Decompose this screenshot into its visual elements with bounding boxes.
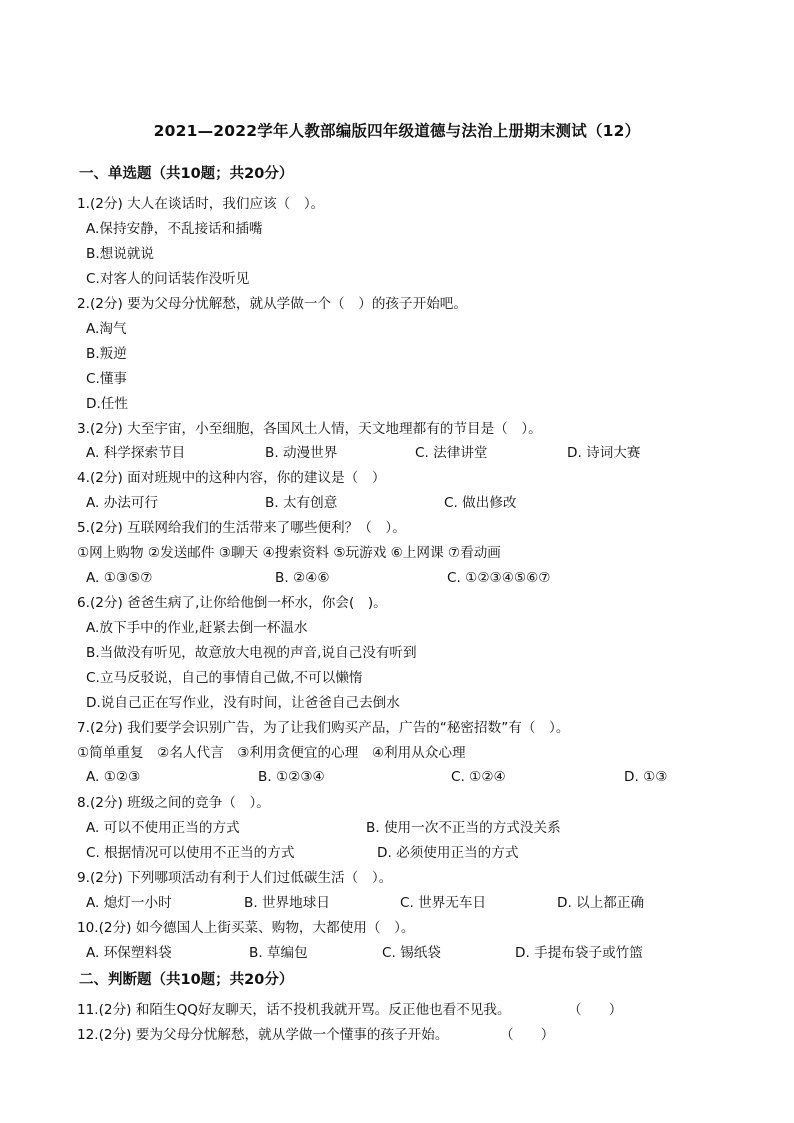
option: A. 科学探索节目: [86, 445, 186, 461]
option: D. 诗词大赛: [567, 445, 641, 461]
question-stem: 8.(2分) 班级之间的竞争（ ）。: [77, 795, 270, 811]
option: D. 必须使用正当的方式: [377, 845, 519, 861]
question-stem: 3.(2分) 大至宇宙，小至细胞，各国风土人情，天文地理都有的节目是（ ）。: [77, 421, 542, 437]
option: D. 手提布袋子或竹篮: [515, 945, 643, 961]
option: B. 使用一次不正当的方式没关系: [366, 820, 561, 836]
question-stem: 4.(2分) 面对班规中的这种内容，你的建议是（ ）: [77, 470, 386, 486]
option: B. 太有创意: [265, 495, 338, 511]
question-stem: 2.(2分) 要为父母分忧解愁，就从学做一个（ ）的孩子开始吧。: [77, 296, 467, 312]
option: D. 以上都正确: [557, 895, 645, 911]
option: A.淘气: [86, 321, 127, 337]
option: A.保持安静，不乱接话和插嘴: [86, 221, 263, 237]
option: A. 熄灯一小时: [86, 895, 172, 911]
page-title: 2021—2022学年人教部编版四年级道德与法治上册期末测试（12）: [153, 122, 641, 140]
option: B.当做没有听见，故意放大电视的声音,说自己没有听到: [86, 645, 417, 661]
question-stem: 6.(2分) 爸爸生病了,让你给他倒一杯水，你会( )。: [77, 595, 387, 611]
option: B.叛逆: [86, 346, 127, 362]
option: C. 锡纸袋: [382, 945, 441, 961]
option: C. 根据情况可以使用不正当的方式: [86, 845, 295, 861]
option: A. ①③⑤⑦: [86, 570, 153, 586]
question-stem: 5.(2分) 互联网给我们的生活带来了哪些便利？（ ）。: [77, 520, 406, 536]
question-stem: 7.(2分) 我们要学会识别广告，为了让我们购买产品，广告的“秘密招数”有（ ）。: [77, 720, 570, 736]
option: B. 草编包: [249, 945, 308, 961]
option: B. ②④⑥: [275, 570, 330, 586]
question-stem: 9.(2分) 下列哪项活动有利于人们过低碳生活（ ）。: [77, 870, 393, 886]
option: C.懂事: [86, 371, 128, 387]
question-stem: 1.(2分) 大人在谈话时，我们应该（ ）。: [77, 196, 325, 212]
option: D.说自己正在写作业，没有时间，让爸爸自己去倒水: [86, 695, 400, 711]
answer-blank: （ ）: [568, 1002, 623, 1018]
option: C.对客人的问话装作没听见: [86, 271, 250, 287]
option: A.放下手中的作业,赶紧去倒一杯温水: [86, 620, 308, 636]
option: A. 办法可行: [86, 495, 159, 511]
option: B. ①②③④: [258, 769, 325, 785]
option: C. 世界无车日: [400, 895, 487, 911]
question-stem: 12.(2分) 要为父母分忧解愁，就从学做一个懂事的孩子开始。: [77, 1027, 449, 1043]
option: C.立马反驳说，自己的事情自己做,不可以懒惰: [86, 670, 363, 686]
option: D.任性: [86, 396, 128, 412]
question-stem: 11.(2分) 和陌生QQ好友聊天，话不投机我就开骂。反正他也看不见我。: [77, 1002, 511, 1018]
option: B.想说就说: [86, 246, 155, 262]
option: B. 动漫世界: [265, 445, 338, 461]
option: C. ①②③④⑤⑥⑦: [447, 570, 551, 586]
option: C. ①②④: [451, 769, 506, 785]
question-extra: ①网上购物 ②发送邮件 ③聊天 ④搜索资料 ⑤玩游戏 ⑥上网课 ⑦看动画: [77, 545, 501, 561]
section-heading-judgment: 二、判断题（共10题；共20分）: [79, 972, 294, 988]
question-stem: 10.(2分) 如今德国人上街买菜、购物，大都使用（ ）。: [77, 920, 415, 936]
option: A. 可以不使用正当的方式: [86, 820, 240, 836]
question-extra: ①简单重复 ②名人代言 ③利用贪便宜的心理 ④利用从众心理: [77, 745, 466, 761]
section-heading-single-choice: 一、单选题（共10题；共20分）: [79, 166, 294, 182]
option: C. 做出修改: [444, 495, 517, 511]
option: B. 世界地球日: [244, 895, 330, 911]
option: A. ①②③: [86, 769, 141, 785]
option: A. 环保塑料袋: [86, 945, 172, 961]
answer-blank: （ ）: [500, 1027, 555, 1043]
option: D. ①③: [624, 769, 668, 785]
option: C. 法律讲堂: [415, 445, 488, 461]
